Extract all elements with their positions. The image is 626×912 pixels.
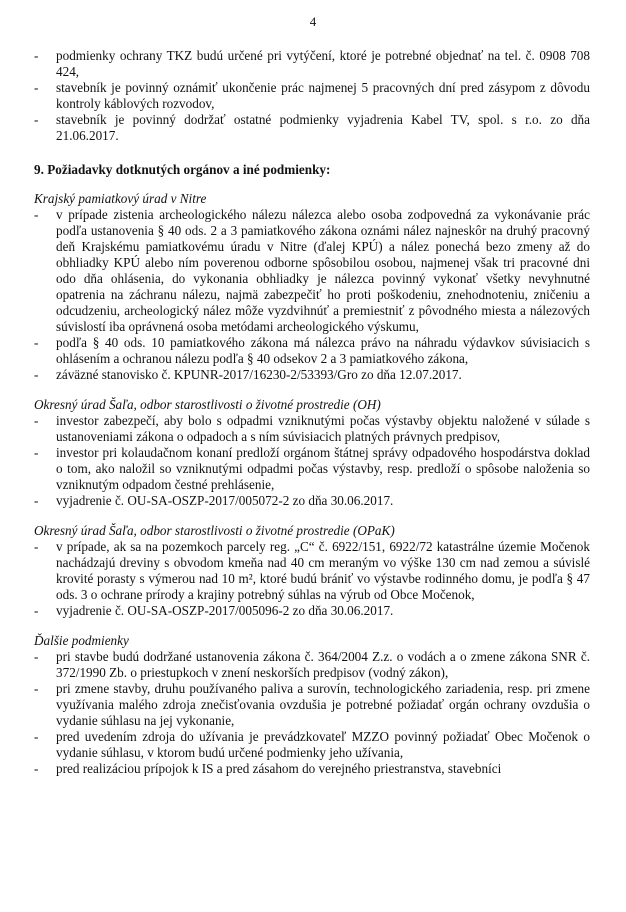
list-item: - pred uvedením zdroja do užívania je prevádzkovateľ MZZO povinný požiadať Obec Močenok o vydanie súhlasu, v ktorom budú určené podmienky jeho užívania, <box>34 729 590 761</box>
list-item: - podľa § 40 ods. 10 pamiatkového zákona má nálezca právo na náhradu výdavkov súvisiacich s ohlásením a ochranou nálezu podľa § 40 odsekov 2 a 3 pamiatkového zákona, <box>34 335 590 367</box>
block-heading: Okresný úrad Šaľa, odbor starostlivosti o životné prostredie (OH) <box>34 397 381 412</box>
block-list <box>34 207 590 383</box>
list-item: - v prípade, ak sa na pozemkoch parcely reg. „C“ č. 6922/151, 6922/72 katastrálne územie Močenok nachádzajú dreviny s obvodom kmeňa nad 40 cm meraným vo výške 130 cm nad zemou a súvislé krovité porasty s výmerou nad 10 m², ktoré budú brániť vo výstavbe rodinného domu, je podľa § 47 ods. 3 o ochrane prírody a krajiny potrebný súhlas na výrub od Obce Močenok, <box>34 539 590 603</box>
block-list <box>34 539 590 619</box>
list-item: - záväzné stanovisko č. KPUNR-2017/16230-2/53393/Gro zo dňa 12.07.2017. <box>34 367 590 383</box>
page-number: 4 <box>309 14 317 29</box>
list-item: - v prípade zistenia archeologického nálezu nálezca alebo osoba zodpovedná za vykonávanie prác podľa ustanovenia § 40 ods. 2 a 3 pamiatkového zákona oznámi nález najneskôr na druhý pracovný deň Krajskému pamiatkovému úradu v Nitre (ďalej KPÚ) a nález ponechá bezo zmeny až do obhliadky KPÚ alebo ním poverenou odborne spôsobilou osobou, najmenej však tri pracovné dni odo dňa ohlásenia, do vykonania obhliadky je nálezca povinný vykonať všetky nevyhnutné opatrenia na záchranu nálezu, najmä zabezpečiť ho proti poškodeniu, znehodnoteniu, zničeniu a odcudzeniu, archeologický nález môže vyzdvihnúť a premiestniť z pôvodného miesta a nálezových súvislostí iba oprávnená osoba metódami archeologického výskumu, <box>34 207 590 335</box>
kabel-tv-conditions-list <box>34 48 590 144</box>
list-item: - stavebník je povinný oznámiť ukončenie prác najmenej 5 pracovných dní pred zásypom z dôvodu kontroly káblových rozvodov, <box>34 80 590 112</box>
list-item: - vyjadrenie č. OU-SA-OSZP-2017/005072-2 zo dňa 30.06.2017. <box>34 493 590 509</box>
list-item: - podmienky ochrany TKZ budú určené pri vytýčení, ktoré je potrebné objednať na tel. č. 0908 708 424, <box>34 48 590 80</box>
block-kpu-nitra <box>34 191 590 383</box>
list-item: - vyjadrenie č. OU-SA-OSZP-2017/005096-2 zo dňa 30.06.2017. <box>34 603 590 619</box>
block-heading: Krajský pamiatkový úrad v Nitre <box>34 191 207 206</box>
list-item: - stavebník je povinný dodržať ostatné podmienky vyjadrenia Kabel TV, spol. s r.o. zo dňa 21.06.2017. <box>34 112 590 144</box>
block-ou-sala-oh <box>34 397 590 509</box>
list-item: - pri stavbe budú dodržané ustanovenia zákona č. 364/2004 Z.z. o vodách a o zmene zákona SNR č. 372/1990 Zb. o priestupkoch v znení neskorších predpisov (vodný zákon), <box>34 649 590 681</box>
block-heading: Ďalšie podmienky <box>34 633 129 648</box>
section-heading: 9. Požiadavky dotknutých orgánov a iné podmienky: <box>34 162 331 177</box>
block-ou-sala-opak <box>34 523 590 619</box>
list-item: - investor pri kolaudačnom konaní predloží orgánom štátnej správy odpadového hospodárstva doklad o tom, ako naložil so vzniknutými odpadmi počas výstavby, resp. predloží o spôsobe naloženia so vzniknutým odpadom čestné prehlásenie, <box>34 445 590 493</box>
document-body <box>34 48 590 777</box>
list-item: - pri zmene stavby, druhu používaného paliva a surovín, technologického zariadenia, resp. pri zmene využívania malého zdroja znečisťovania ovzdušia je potrebné požiadať orgán ochrany ovzdušia o vydanie súhlasu na jej vykonanie, <box>34 681 590 729</box>
block-list <box>34 649 590 777</box>
list-item: - pred realizáciou prípojok k IS a pred zásahom do verejného priestranstva, stavebníci <box>34 761 590 777</box>
block-dalsie-podmienky <box>34 633 590 777</box>
block-heading: Okresný úrad Šaľa, odbor starostlivosti o životné prostredie (OPaK) <box>34 523 395 538</box>
list-item: - investor zabezpečí, aby bolo s odpadmi vzniknutými počas výstavby objektu naložené v súlade s ustanoveniami zákona o odpadoch a s ním súvisiacich platných právnych predpisov, <box>34 413 590 445</box>
block-list <box>34 413 590 509</box>
